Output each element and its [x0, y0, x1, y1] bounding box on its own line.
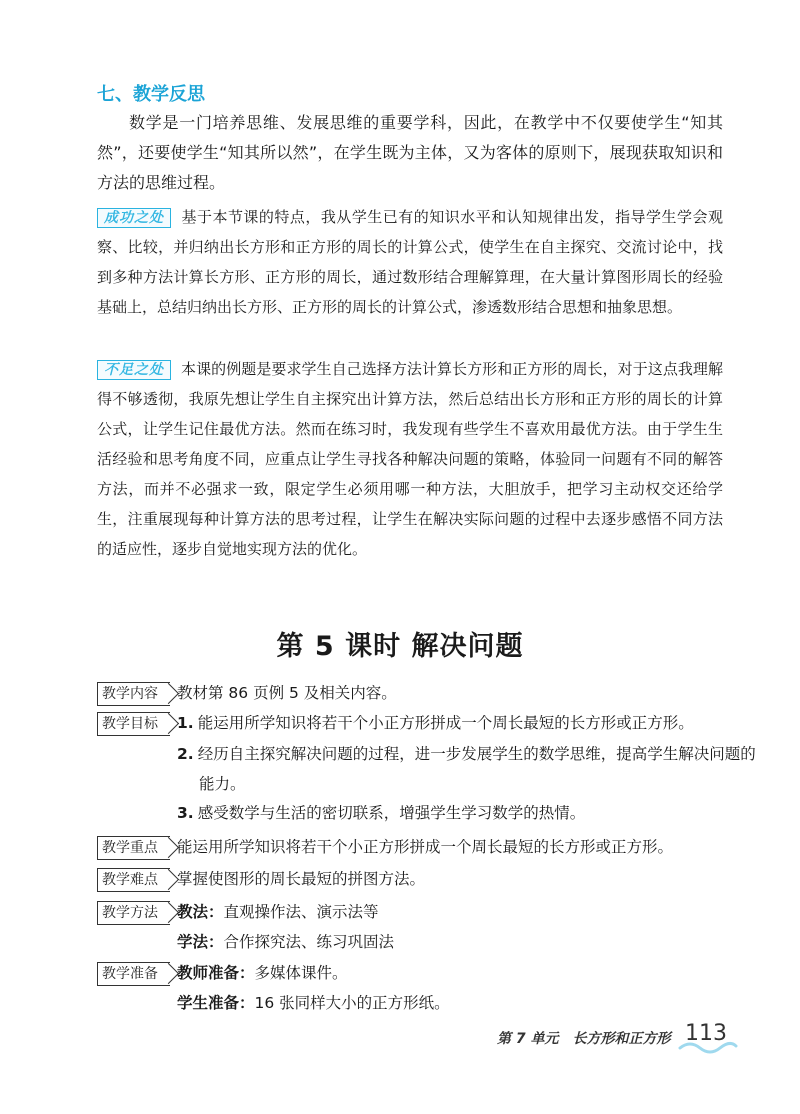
difficulty-text: 掌握使图形的周长最短的拼图方法。 [177, 870, 426, 888]
shortfall-block [97, 354, 723, 564]
teacher-prep-key: 教师准备： [177, 964, 255, 982]
goal-item [177, 800, 759, 826]
goal-text: 能运用所学知识将若干个小正方形拼成一个周长最短的长方形或正方形。 [197, 714, 694, 732]
content-label: 教学内容 [97, 682, 170, 706]
learn-method [177, 929, 737, 955]
footer-wave-decoration [678, 1040, 738, 1056]
success-block [97, 202, 723, 322]
key-text: 能运用所学知识将若干个小正方形拼成一个周长最短的长方形或正方形。 [177, 838, 674, 856]
content-row [97, 682, 737, 708]
goal-number: 3. [177, 804, 194, 822]
goal-item [177, 739, 759, 799]
teacher-prep-value: 多媒体课件。 [254, 964, 348, 982]
lesson-title: 第 5 课时 解决问题 [276, 631, 524, 662]
teach-method-key: 教法： [177, 903, 224, 921]
page-number: 113 [685, 1021, 727, 1046]
footer-unit: 第 7 单元 长方形和正方形 [497, 1031, 671, 1047]
goal-number: 1. [177, 714, 194, 732]
teach-method-value: 直观操作法、演示法等 [223, 903, 379, 921]
goal-text: 经历自主探究解决问题的过程，进一步发展学生的数学思维，提高学生解决问题的能力。 [197, 745, 756, 793]
learn-method-value: 合作探究法、练习巩固法 [223, 933, 395, 951]
method-row [97, 901, 737, 961]
goal-item [177, 710, 759, 736]
key-label: 教学重点 [97, 836, 170, 860]
teacher-prep [177, 960, 737, 986]
prep-label: 教学准备 [97, 962, 170, 986]
student-prep [177, 990, 737, 1016]
prep-row [97, 962, 737, 1022]
student-prep-value: 16 张同样大小的正方形纸。 [254, 994, 450, 1012]
key-row [97, 836, 737, 862]
goals-label: 教学目标 [97, 712, 170, 736]
student-prep-key: 学生准备： [177, 994, 255, 1012]
teach-method [177, 899, 737, 925]
shortfall-label: 不足之处 [97, 360, 171, 380]
learn-method-key: 学法： [177, 933, 224, 951]
difficulty-label: 教学难点 [97, 868, 170, 892]
goal-text: 感受数学与生活的密切联系，增强学生学习数学的热情。 [197, 804, 586, 822]
goals-row [97, 712, 756, 832]
success-text: 基于本节课的特点，我从学生已有的知识水平和认知规律出发，指导学生学会观察、比较，并归纳出长方形和正方形的周长的计算公式，使学生在自主探究、交流讨论中，找到多种方法计算长方形、正方形的周长，通过数形结合理解算理，在大量计算图形周长的经验基础上，总结归纳出长方形、正方形的周长的计算公式，渗透数形结合思想和抽象思想。 [97, 208, 723, 316]
section-title-reflection: 七、教学反思 [97, 84, 205, 105]
goal-number: 2. [177, 745, 194, 763]
reflection-intro: 数学是一门培养思维、发展思维的重要学科，因此，在教学中不仅要使学生“知其然”，还要使学生“知其所以然”，在学生既为主体，又为客体的原则下，展现获取知识和方法的思维过程。 [97, 113, 723, 192]
method-label: 教学方法 [97, 901, 170, 925]
success-label: 成功之处 [97, 208, 171, 228]
difficulty-row [97, 868, 737, 894]
shortfall-text: 本课的例题是要求学生自己选择方法计算长方形和正方形的周长，对于这点我理解得不够透彻，我原先想让学生自主探究出计算方法，然后总结出长方形和正方形的周长的计算公式，让学生记住最优方法。然而在练习时，我发现有些学生不喜欢用最优方法。由于学生生活经验和思考角度不同，应重点让学生寻找各种解决问题的策略，体验同一问题有不同的解答方法，而并不必强求一致，限定学生必须用哪一种方法，大胆放手，把学习主动权交还给学生，注重展现每种计算方法的思考过程，让学生在解决实际问题的过程中去逐步感悟不同方法的适应性，逐步自觉地实现方法的优化。 [97, 360, 723, 558]
content-text: 教材第 86 页例 5 及相关内容。 [177, 684, 397, 702]
